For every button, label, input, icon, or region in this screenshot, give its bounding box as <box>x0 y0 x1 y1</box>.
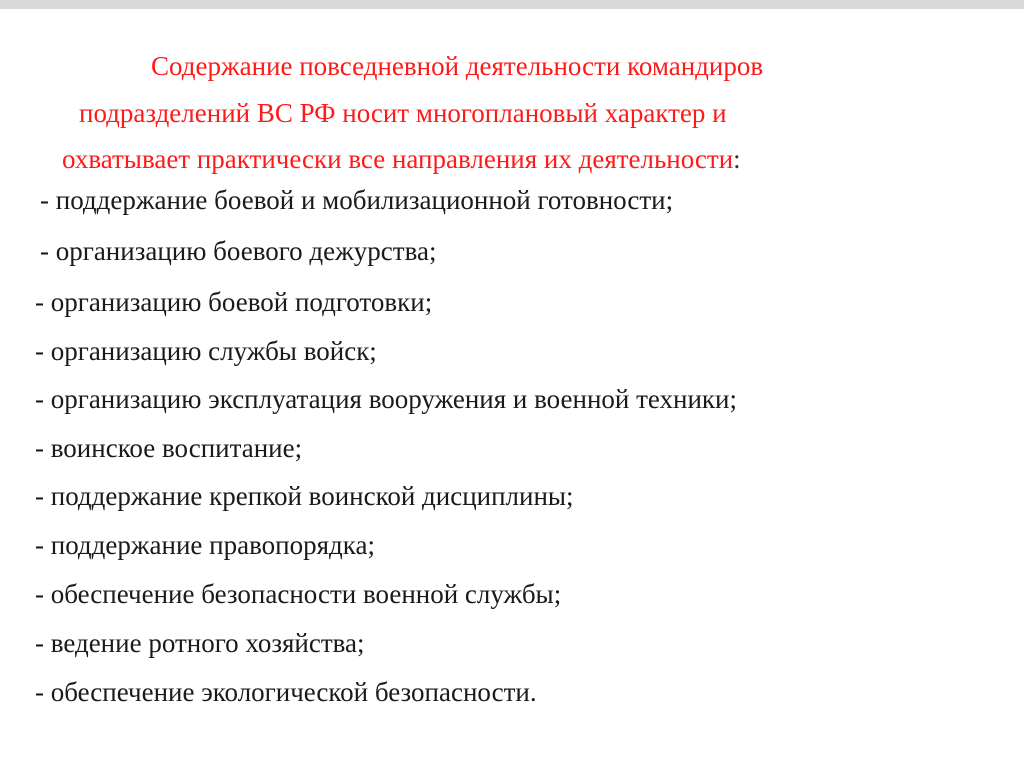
intro-line-3 <box>62 141 741 177</box>
list-item: - организацию службы войск; <box>35 336 377 366</box>
intro-colon: : <box>733 144 741 174</box>
list-item: - поддержание крепкой воинской дисциплины; <box>35 481 574 511</box>
list-item: - поддержание правопорядка; <box>35 530 375 560</box>
list-item: - организацию эксплуатация вооружения и военной техники; <box>35 384 737 414</box>
list-item: - ведение ротного хозяйства; <box>35 628 365 658</box>
intro-line-2 <box>79 95 727 131</box>
list-item: - организацию боевого дежурства; <box>40 236 437 266</box>
list-item: - поддержание боевой и мобилизационной готовности; <box>40 185 674 215</box>
list-item: - обеспечение экологической безопасности. <box>35 677 537 707</box>
intro-line-3-text: охватывает практически все направления их деятельности <box>62 144 734 174</box>
list-item: - организацию боевой подготовки; <box>35 287 433 317</box>
intro-line-1-text: Содержание повседневной деятельности командиров <box>151 51 764 81</box>
list-item: - воинское воспитание; <box>35 433 303 463</box>
intro-line-1 <box>151 48 763 84</box>
list-item: - обеспечение безопасности военной службы; <box>35 579 562 609</box>
intro-line-2-text: подразделений ВС РФ носит многоплановый характер и <box>79 98 727 128</box>
